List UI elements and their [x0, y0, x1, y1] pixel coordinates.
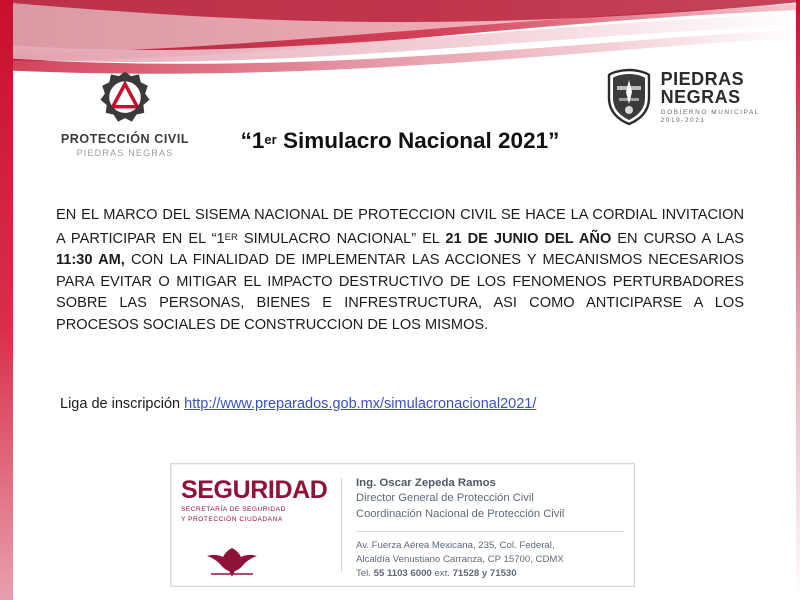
mexican-eagle-icon: [203, 544, 261, 578]
details-separator: [356, 531, 624, 532]
title-ordinal-suffix: er: [264, 132, 277, 147]
body-segment-2: SIMULACRO NACIONAL” EL: [237, 230, 446, 247]
brand-subtitle-2: Y PROTECCIÓN CIUDADANA: [181, 516, 283, 523]
address-line-2: Alcaldía Venustiano Carranza, CP 15700, CDMX: [356, 553, 564, 565]
logo-pn-line2: NEGRAS: [660, 87, 741, 107]
title-part-rest: Simulacro Nacional 2021”: [276, 128, 560, 153]
brand-subtitle-1: SECRETARÍA DE SEGURIDAD: [181, 506, 286, 513]
registration-link-row: [60, 396, 536, 412]
logo-piedras-negras: [605, 68, 760, 126]
signature-card-details: [342, 464, 634, 586]
telephone-ext-values: 71528 y 71530: [452, 568, 517, 580]
signatory-role-2: Coordinación Nacional de Protección Civil: [356, 507, 565, 520]
left-accent-bar: [0, 0, 13, 600]
signature-card-brand: [171, 464, 341, 586]
body-segment-1: EN EL MARCO DEL SISEMA NACIONAL DE PROTECCION CIVIL SE HACE LA CORDIAL INVITACION A PARTICIPAR EN EL “1: [56, 207, 744, 247]
logo-pc-line1: PROTECCIÓN CIVIL: [60, 132, 190, 146]
registration-link[interactable]: http://www.preparados.gob.mx/simulacronacional2021/: [184, 396, 537, 412]
signature-card: [170, 463, 635, 587]
telephone-number: 55 1103 6000: [373, 568, 432, 580]
decorative-swoosh-band: [0, 0, 800, 78]
logo-pn-text: [661, 70, 760, 125]
logo-pn-line1: PIEDRAS: [660, 68, 745, 89]
body-time-bold: 11:30 AM,: [56, 252, 125, 268]
title-part-open: “1: [240, 128, 265, 153]
swoosh-graphic: [0, 0, 800, 78]
signatory-name: Ing. Oscar Zepeda Ramos: [356, 477, 496, 489]
body-ordinal-suffix: ER: [224, 231, 238, 243]
logo-pn-line4: 2019-2021: [660, 117, 706, 125]
telephone-label: Tel.: [356, 568, 374, 580]
telephone-ext-label: ext.: [431, 568, 453, 580]
brand-title: SEGURIDAD: [181, 476, 328, 504]
registration-link-label: Liga de inscripción: [60, 396, 185, 412]
body-segment-4: CON LA FINALIDAD DE IMPLEMENTAR LAS ACCIONES Y MECANISMOS NECESARIOS PARA EVITAR O MITIGAR EL IMPACTO DESTRUCTIVO DE LOS FENOMENOS PERTURBADORES SOBRE LAS PERSONAS, BIENES E INFRESTRUCTURA, ASI COMO ANTICIPARSE A LOS PROCESOS SOCIALES DE CONSTRUCCION DE LOS MISMOS.: [56, 252, 744, 333]
body-date-bold: 21 DE JUNIO DEL AÑO: [445, 230, 612, 247]
civil-protection-gear-icon: [97, 70, 153, 126]
address-line-1: Av. Fuerza Aérea Mexicana, 235, Col. Federal,: [356, 539, 555, 551]
logo-pn-line3: GOBIERNO MUNICIPAL: [660, 109, 760, 117]
telephone-row: [356, 567, 624, 581]
signatory-role-1: Director General de Protección Civil: [356, 492, 534, 505]
right-accent-bar: [796, 0, 800, 600]
logo-pc-line2: PIEDRAS NEGRAS: [76, 148, 174, 158]
municipal-crest-icon: [605, 68, 653, 126]
page-title: [0, 128, 800, 154]
body-segment-3: EN CURSO A LAS: [611, 230, 744, 247]
invitation-paragraph: [56, 205, 744, 336]
